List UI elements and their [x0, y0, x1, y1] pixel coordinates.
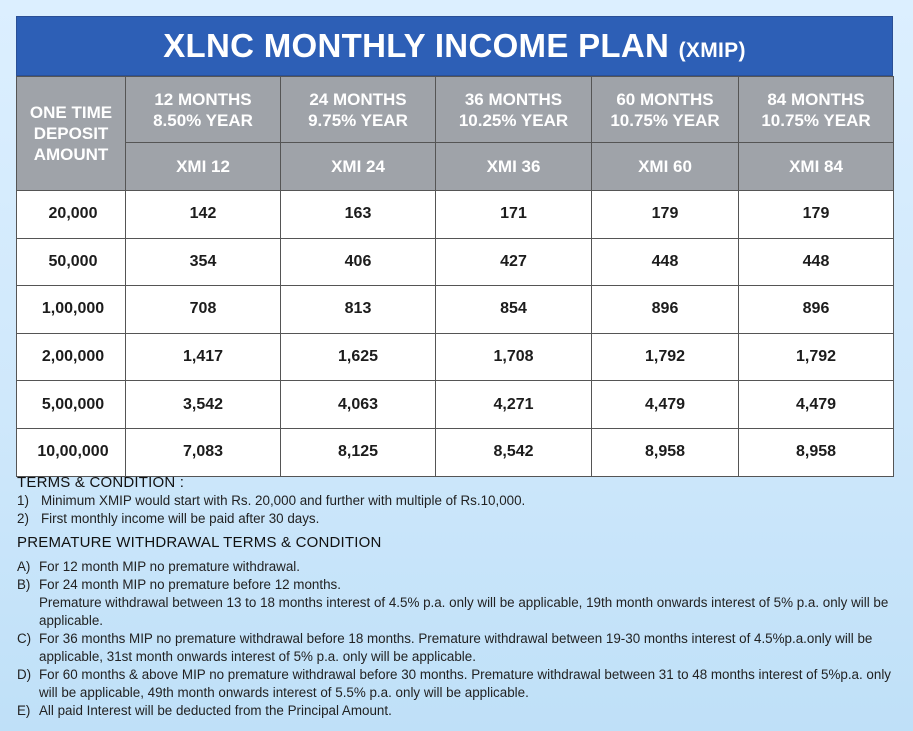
premature-clause-text: For 12 month MIP no premature withdrawal.: [39, 559, 300, 574]
monthly-income-cell: 8,958: [739, 428, 894, 476]
premature-clause: [17, 630, 907, 666]
column-months: 60 MONTHS: [616, 89, 714, 109]
column-rate: 9.75% YEAR: [308, 110, 408, 130]
column-rate: 8.50% YEAR: [153, 110, 253, 130]
terms-item-text: First monthly income will be paid after 30 days.: [41, 511, 320, 526]
table-row: [17, 191, 894, 239]
column-rate: 10.25% YEAR: [458, 110, 569, 130]
monthly-income-cell: 896: [592, 286, 739, 334]
terms-item: [17, 492, 907, 510]
premature-list: [17, 558, 907, 720]
monthly-income-cell: 448: [739, 238, 894, 286]
title-sub: (XMIP): [678, 39, 746, 62]
premature-clause-label: B): [17, 577, 31, 592]
table-body: [17, 191, 894, 477]
income-plan-table: [16, 76, 894, 477]
plan-code: XMI 12: [126, 143, 281, 191]
column-header-60: [592, 77, 739, 143]
column-months: 84 MONTHS: [767, 89, 865, 109]
monthly-income-cell: 1,792: [592, 333, 739, 381]
plan-code: XMI 36: [436, 143, 592, 191]
terms-item: [17, 510, 907, 528]
monthly-income-cell: 3,542: [126, 381, 281, 429]
deposit-header-line-3: AMOUNT: [33, 145, 109, 164]
monthly-income-cell: 4,271: [436, 381, 592, 429]
plan-code: XMI 84: [739, 143, 894, 191]
monthly-income-cell: 1,417: [126, 333, 281, 381]
monthly-income-cell: 448: [592, 238, 739, 286]
monthly-income-cell: 163: [281, 191, 436, 239]
column-rate: 10.75% YEAR: [761, 110, 871, 130]
table-row: [17, 428, 894, 476]
monthly-income-cell: 708: [126, 286, 281, 334]
premature-clause: [17, 576, 907, 630]
premature-clause-body: [39, 666, 907, 702]
terms-section: [17, 474, 907, 720]
premature-clause-body: [39, 558, 907, 576]
monthly-income-cell: 179: [739, 191, 894, 239]
premature-clause-label: E): [17, 703, 31, 718]
premature-clause-body: [39, 702, 907, 720]
premature-clause-text-extra: Premature withdrawal between 13 to 18 months interest of 4.5% p.a. only will be applicable, 19th month onwards interest of 5% p.a. only will be applicable.: [39, 595, 889, 628]
deposit-amount: 50,000: [17, 238, 126, 286]
table-row: [17, 333, 894, 381]
premature-clause-label: C): [17, 631, 32, 646]
monthly-income-cell: 813: [281, 286, 436, 334]
monthly-income-cell: 4,479: [592, 381, 739, 429]
monthly-income-cell: 179: [592, 191, 739, 239]
monthly-income-cell: 8,542: [436, 428, 592, 476]
monthly-income-cell: 1,792: [739, 333, 894, 381]
deposit-amount: 2,00,000: [17, 333, 126, 381]
premature-clause: [17, 558, 907, 576]
deposit-amount: 20,000: [17, 191, 126, 239]
monthly-income-cell: 1,708: [436, 333, 592, 381]
table-row: [17, 238, 894, 286]
monthly-income-cell: 8,958: [592, 428, 739, 476]
column-header-12: [126, 77, 281, 143]
plan-code: XMI 24: [281, 143, 436, 191]
monthly-income-cell: 1,625: [281, 333, 436, 381]
monthly-income-cell: 4,479: [739, 381, 894, 429]
monthly-income-cell: 171: [436, 191, 592, 239]
premature-clause-label: D): [17, 667, 32, 682]
monthly-income-cell: 854: [436, 286, 592, 334]
monthly-income-cell: 896: [739, 286, 894, 334]
deposit-header-line-2: DEPOSIT: [33, 124, 109, 143]
monthly-income-cell: 427: [436, 238, 592, 286]
monthly-income-cell: 7,083: [126, 428, 281, 476]
premature-clause-text: For 36 months MIP no premature withdrawal before 18 months. Premature withdrawal between 19-30 months interest of 4.5%p.a.only will be applicable, 31st month onwards interest of 5% p.a. only will be applicable.: [39, 631, 873, 664]
plan-sheet: [16, 16, 893, 477]
terms-item-label: 2): [17, 511, 29, 526]
title-main: XLNC MONTHLY INCOME PLAN: [163, 27, 670, 64]
premature-clause-text: For 24 month MIP no premature before 12 months.: [39, 577, 341, 592]
column-header-36: [436, 77, 592, 143]
premature-clause-body: [39, 630, 907, 666]
deposit-header-line-1: ONE TIME: [29, 103, 113, 122]
column-rate: 10.75% YEAR: [610, 110, 720, 130]
terms-item-text: Minimum XMIP would start with Rs. 20,000 and further with multiple of Rs.10,000.: [41, 493, 526, 508]
premature-clause-label: A): [17, 559, 31, 574]
monthly-income-cell: 8,125: [281, 428, 436, 476]
deposit-amount: 10,00,000: [17, 428, 126, 476]
monthly-income-cell: 354: [126, 238, 281, 286]
premature-heading: PREMATURE WITHDRAWAL TERMS & CONDITION: [17, 534, 382, 551]
premature-clause-text: All paid Interest will be deducted from the Principal Amount.: [39, 703, 392, 718]
table-row: [17, 381, 894, 429]
monthly-income-cell: 4,063: [281, 381, 436, 429]
column-header-24: [281, 77, 436, 143]
terms-heading: TERMS & CONDITION :: [17, 474, 185, 491]
table-row: [17, 286, 894, 334]
monthly-income-cell: 142: [126, 191, 281, 239]
plan-code: XMI 60: [592, 143, 739, 191]
column-months: 36 MONTHS: [464, 89, 563, 109]
deposit-amount: 5,00,000: [17, 381, 126, 429]
deposit-amount-header: [17, 77, 126, 191]
premature-clause: [17, 666, 907, 702]
column-months: 24 MONTHS: [309, 89, 407, 109]
premature-clause-body: [39, 576, 907, 630]
terms-list: [17, 492, 907, 528]
premature-clause-text: For 60 months & above MIP no premature withdrawal before 30 months. Premature withdrawal between 31 to 48 months interest of 5%p.a. only will be applicable, 49th month onwards interest of 5.5% p.a. only will be applicable.: [39, 667, 891, 700]
deposit-amount: 1,00,000: [17, 286, 126, 334]
column-months: 12 MONTHS: [154, 89, 252, 109]
monthly-income-cell: 406: [281, 238, 436, 286]
page-title: [16, 16, 893, 76]
terms-item-label: 1): [17, 493, 29, 508]
premature-clause: [17, 702, 907, 720]
column-header-84: [739, 77, 894, 143]
